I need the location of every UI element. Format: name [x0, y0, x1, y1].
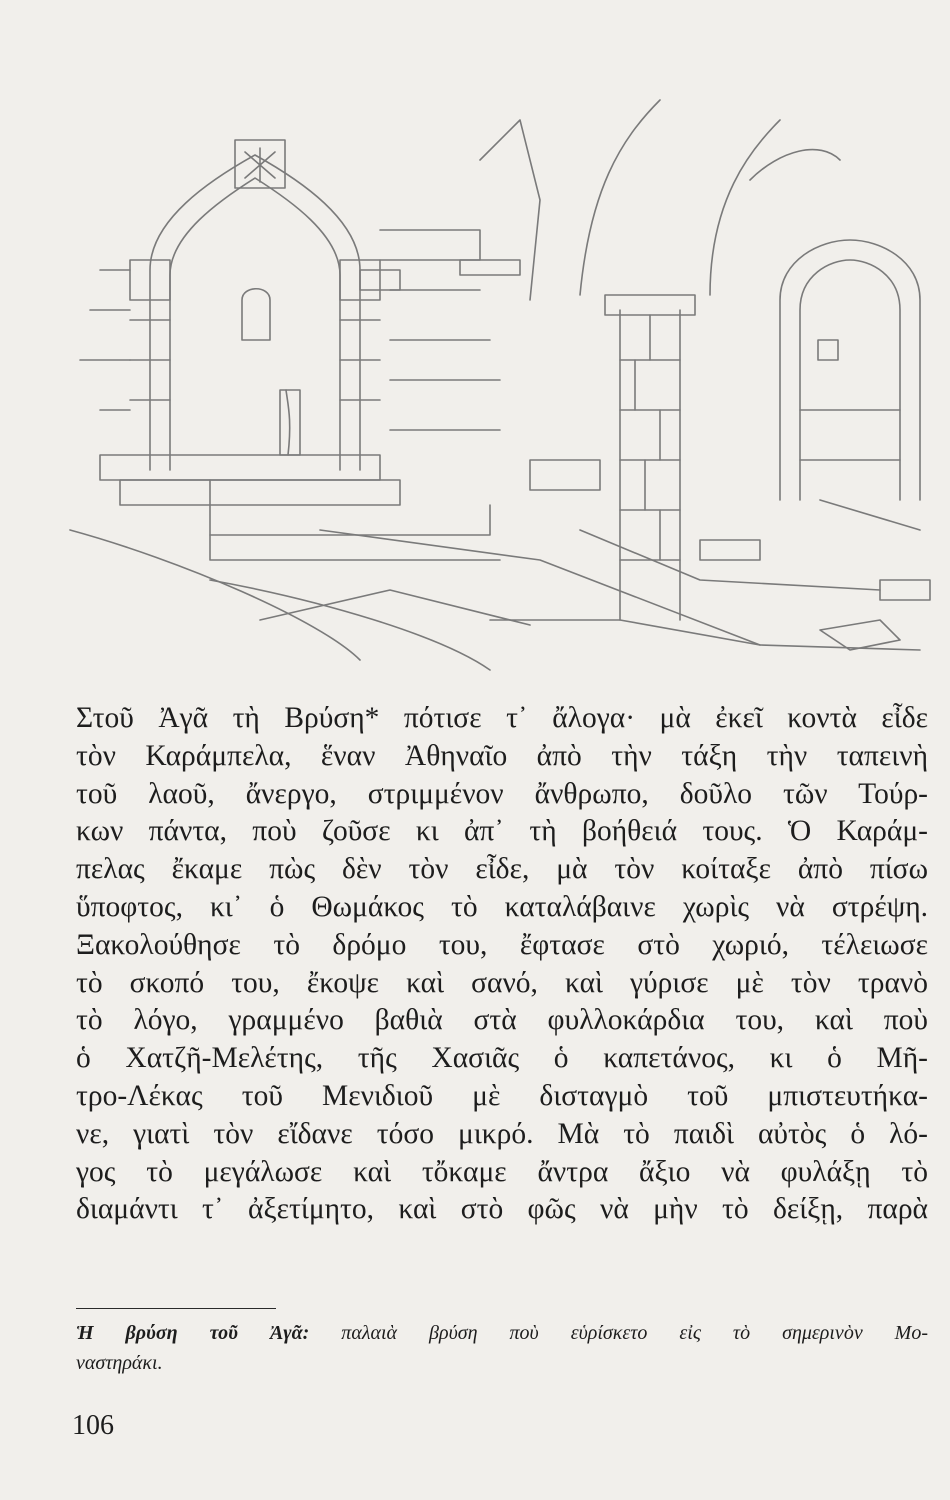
footnote-divider	[76, 1308, 276, 1309]
footnote-text: παλαιὰ βρύση ποὺ εὑρίσκετο εἰς τὸ σημερινὸν Μο-	[309, 1322, 928, 1344]
body-text	[76, 700, 928, 1229]
text-line: κων πάντα, ποὺ ζοῦσε κι ἀπ᾽ τὴ βοήθειά τους. Ὁ Καράμ-	[76, 815, 928, 848]
text-line: πελας ἔκαμε πὼς δὲν τὸν εἶδε, μὰ τὸν κοίταξε ἀπὸ πίσω	[76, 853, 928, 886]
text-line: ὕποφτος, κι᾽ ὁ Θωμάκος τὸ καταλάβαινε χωρὶς νὰ στρέψη.	[76, 890, 928, 923]
text-line: τὸ λόγο, γραμμένο βαθιὰ στὰ φυλλοκάρδια του, καὶ ποὺ	[76, 1004, 928, 1037]
text-line: Στοῦ Ἀγᾶ τὴ Βρύση* πότισε τ᾽ ἄλογα· μὰ ἐκεῖ κοντὰ εἶδε	[76, 702, 928, 734]
footnote-term: Ἡ βρύση τοῦ Ἀγᾶ:	[76, 1322, 310, 1344]
text-line: Ξακολούθησε τὸ δρόμο του, ἔφτασε στὸ χωριό, τέλειωσε	[76, 928, 928, 961]
text-line: τὸν Καράμπελα, ἕναν Ἀθηναῖο ἀπὸ τὴν τάξη τὴν ταπεινὴ	[76, 739, 928, 772]
footnote-line	[76, 1318, 928, 1348]
text-line: γος τὸ μεγάλωσε καὶ τὄκαμε ἄντρα ἄξιο νὰ φυλάξῃ τὸ	[76, 1155, 928, 1188]
text-line: τοῦ λαοῦ, ἄνεργο, στριμμένον ἄνθρωπο, δοῦλο τῶν Τούρ-	[76, 777, 928, 810]
text-line: διαμάντι τ᾽ ἀξετίμητο, καὶ στὸ φῶς νὰ μὴν τὸ δείξῃ, παρὰ	[76, 1193, 928, 1226]
ink-illustration	[60, 60, 950, 680]
text-line: ὁ Χατζῆ-Μελέτης, τῆς Χασιᾶς ὁ καπετάνος, κι ὁ Μῆ-	[76, 1042, 928, 1075]
text-line: τὸ σκοπό του, ἔκοψε καὶ σανό, καὶ γύρισε μὲ τὸν τρανὸ	[76, 966, 928, 999]
text-line: τρο-Λέκας τοῦ Μενιδιοῦ μὲ δισταγμὸ τοῦ μπιστευτήκα-	[76, 1079, 928, 1112]
text-line: νε, γιατὶ τὸν εἴδανε τόσο μικρό. Μὰ τὸ παιδὶ αὐτὸς ὁ λό-	[76, 1117, 928, 1150]
footnote-line: ναστηράκι.	[76, 1352, 163, 1374]
page-number: 106	[72, 1410, 114, 1441]
footnote	[76, 1318, 928, 1378]
